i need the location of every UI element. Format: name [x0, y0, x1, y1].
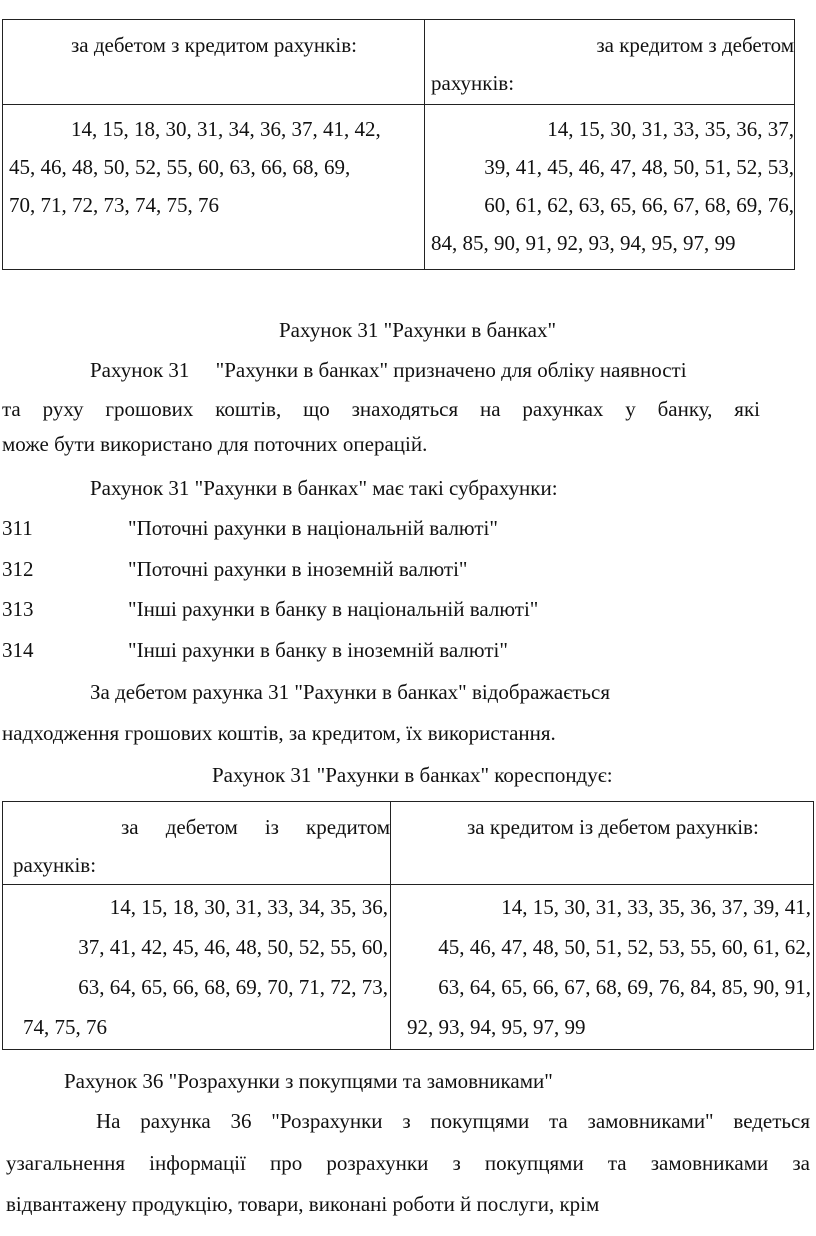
debit-description-line-1: За дебетом рахунка 31 "Рахунки в банках" відображається: [90, 680, 610, 704]
corresponds-heading: Рахунок 31 "Рахунки в банках" кореспондує:: [212, 763, 613, 787]
section-31-heading: Рахунок 31 "Рахунки в банках": [279, 318, 557, 342]
table-1-credit-line-1: 14, 15, 30, 31, 33, 35, 36, 37,: [547, 117, 794, 141]
table-1-header-credit-cont: рахунків:: [431, 71, 515, 95]
subaccount-code: 312: [2, 557, 34, 581]
table-2-column-divider: [390, 802, 391, 1049]
table-2-header-credit: за кредитом із дебетом рахунків:: [467, 815, 759, 839]
subaccount-code: 313: [2, 597, 34, 621]
table-2-header-debit: за дебетом із кредитом: [121, 815, 390, 839]
section-36-line-2: узагальнення інформації про розрахунки з покупцями та замовниками за: [6, 1151, 810, 1175]
section-31-intro-line-2: та руху грошових коштів, що знаходяться на рахунках у банку, які: [2, 397, 760, 421]
table-2-credit-line-4: 92, 93, 94, 95, 97, 99: [407, 1015, 586, 1039]
table-1-column-divider: [424, 20, 425, 269]
table-1-debit-line-1: 14, 15, 18, 30, 31, 34, 36, 37, 41, 42,: [71, 117, 381, 141]
table-1-header-credit: за кредитом з дебетом: [596, 33, 794, 57]
subaccount-code: 314: [2, 638, 34, 662]
table-1-header-divider: [3, 104, 794, 105]
section-36-line-3: відвантажену продукцію, товари, виконані роботи й послуги, крім: [6, 1192, 600, 1216]
debit-description-line-2: надходження грошових коштів, за кредитом, їх використання.: [2, 721, 556, 745]
subaccount-name: "Поточні рахунки в національній валюті": [128, 516, 498, 540]
subaccount-code: 311: [2, 516, 33, 540]
correspondence-table-1: [2, 19, 795, 270]
table-1-credit-line-4: 84, 85, 90, 91, 92, 93, 94, 95, 97, 99: [431, 231, 736, 255]
subaccount-name: "Поточні рахунки в іноземній валюті": [128, 557, 468, 581]
section-36-heading: Рахунок 36 "Розрахунки з покупцями та замовниками": [64, 1069, 553, 1093]
table-2-debit-line-4: 74, 75, 76: [23, 1015, 107, 1039]
table-2-credit-line-3: 63, 64, 65, 66, 67, 68, 69, 76, 84, 85, 90, 91,: [438, 975, 811, 999]
subaccounts-intro: Рахунок 31 "Рахунки в банках" має такі субрахунки:: [90, 476, 558, 500]
table-2-header-divider: [3, 884, 813, 885]
subaccount-name: "Інші рахунки в банку в іноземній валюті": [128, 638, 508, 662]
table-2-debit-line-3: 63, 64, 65, 66, 68, 69, 70, 71, 72, 73,: [78, 975, 388, 999]
section-31-intro-line-3: може бути використано для поточних операцій.: [2, 432, 428, 456]
table-2-credit-line-2: 45, 46, 47, 48, 50, 51, 52, 53, 55, 60, 61, 62,: [438, 935, 811, 959]
subaccount-name: "Інші рахунки в банку в національній валюті": [128, 597, 539, 621]
table-1-credit-line-2: 39, 41, 45, 46, 47, 48, 50, 51, 52, 53,: [484, 155, 794, 179]
table-2-debit-line-1: 14, 15, 18, 30, 31, 33, 34, 35, 36,: [109, 895, 388, 919]
table-1-debit-line-2: 45, 46, 48, 50, 52, 55, 60, 63, 66, 68, 69,: [9, 155, 351, 179]
section-36-line-1: На рахунка 36 "Розрахунки з покупцями та замовниками" ведеться: [96, 1109, 810, 1133]
table-1-header-debit: за дебетом з кредитом рахунків:: [71, 33, 357, 57]
table-2-header-debit-cont: рахунків:: [13, 853, 97, 877]
table-1-credit-line-3: 60, 61, 62, 63, 65, 66, 67, 68, 69, 76,: [484, 193, 794, 217]
table-2-credit-line-1: 14, 15, 30, 31, 33, 35, 36, 37, 39, 41,: [501, 895, 811, 919]
table-1-debit-line-3: 70, 71, 72, 73, 74, 75, 76: [9, 193, 219, 217]
table-2-debit-line-2: 37, 41, 42, 45, 46, 48, 50, 52, 55, 60,: [78, 935, 388, 959]
correspondence-table-2: [2, 801, 814, 1050]
section-31-intro-line-1: Рахунок 31 "Рахунки в банках" призначено для обліку наявності: [90, 358, 687, 382]
